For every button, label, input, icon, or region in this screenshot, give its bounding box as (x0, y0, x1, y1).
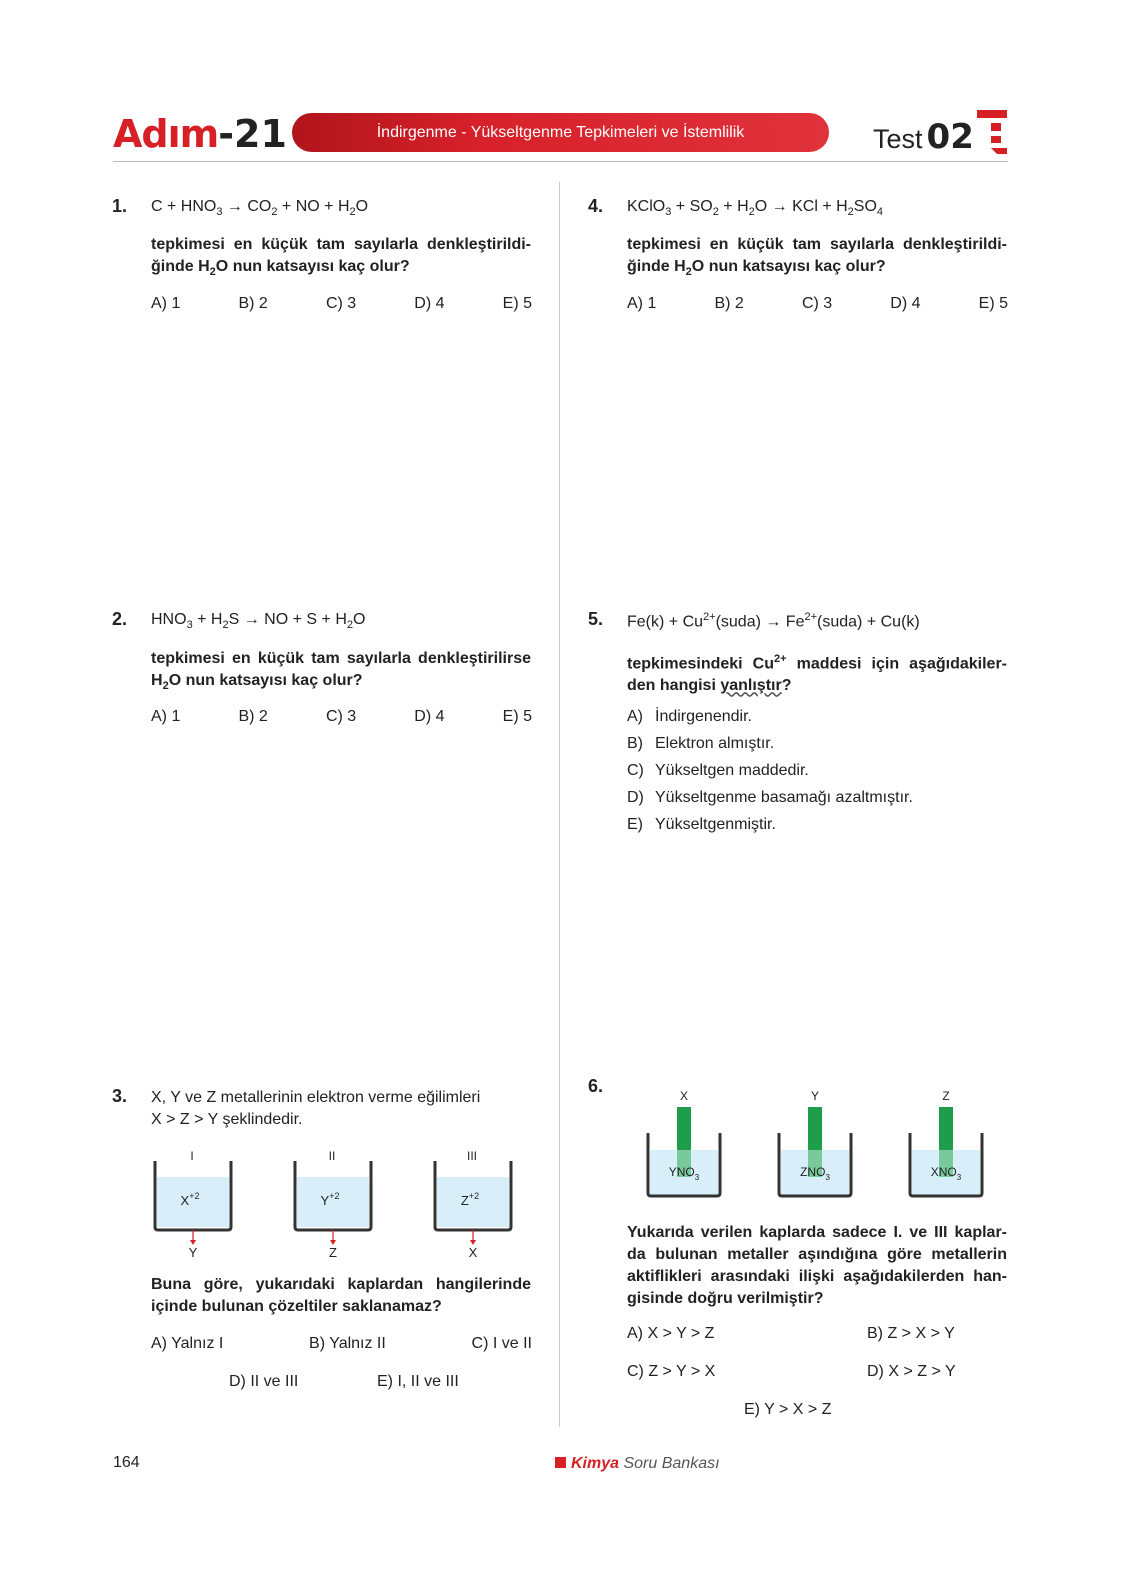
book-subject: Kimya (571, 1455, 620, 1472)
solution-fill (157, 1177, 229, 1227)
beaker (910, 1089, 982, 1196)
header-divider (113, 161, 1008, 162)
solution-fill (437, 1177, 509, 1227)
t-logo-icon (977, 110, 1011, 156)
metal-label: Y (810, 1089, 820, 1103)
solution-label: $YNO_3$ (668, 1165, 700, 1182)
intro-line-2: X > Z > Y şeklindedir. (151, 1111, 303, 1128)
metal-rods-diagram (640, 1085, 1000, 1203)
option-e[interactable]: E) 5 (978, 295, 1008, 312)
option-c[interactable]: C) I ve II (471, 1335, 532, 1352)
brand-logo (113, 112, 287, 156)
question-stem: tepkimesi en küçük tam sayılarla denkleştirildi-ğinde $H_2O$ nun katsayısı kaç olur? (151, 236, 531, 279)
question-stem: Yukarıda verilen kaplarda sadece I. ve III kaplar-da bulunan metaller aşındığına göre metallerin aktiflikleri arasındaki ilişki aşağıdakilerden han-gisinde doğru verilmiştir? (627, 1224, 1007, 1307)
option-a[interactable]: A) 1 (151, 295, 181, 312)
logo-word: Adım (113, 112, 219, 156)
beaker-roman-label: I (190, 1149, 194, 1163)
option-b[interactable]: B) Z > X > Y (867, 1325, 955, 1342)
answer-options-row-1 (151, 1335, 532, 1353)
option-d[interactable]: D) 4 (414, 708, 445, 725)
reaction-equation: $HNO_3 + H_2S$ → NO + $S + H_2O$ (151, 611, 366, 632)
option-e[interactable]: E) I, II ve III (377, 1373, 459, 1390)
option-a[interactable]: A) İndirgenendir. (627, 708, 752, 725)
option-e[interactable]: E) Y > X > Z (744, 1401, 832, 1418)
beaker (435, 1149, 511, 1260)
metal-label: Z (329, 1245, 337, 1260)
intro-line-1: X, Y ve Z metallerinin elektron verme eğilimleri (151, 1089, 481, 1106)
option-a[interactable]: A) X > Y > Z (627, 1325, 715, 1342)
beakers-diagram (150, 1145, 520, 1265)
beaker (779, 1089, 851, 1196)
question-number: 1. (112, 196, 128, 216)
answer-options (627, 295, 1008, 313)
question-stem: Buna göre, yukarıdaki kaplardan hangilerinde içinde bulunan çözeltiler saklanamaz? (151, 1276, 531, 1315)
beaker (155, 1149, 231, 1260)
reaction-equation: $C + HNO_3 \to CO_2$ + NO + $H_2O$ (151, 198, 369, 219)
page-number: 164 (113, 1454, 140, 1471)
option-b[interactable]: B) 2 (714, 295, 744, 312)
question-stem: tepkimesindeki $Cu^{2+}$ maddesi için aşağıdakiler-den hangisi yanlıştır? (627, 653, 1007, 695)
column-divider (559, 182, 560, 1427)
option-e[interactable]: E) 5 (502, 708, 532, 725)
answer-options (627, 708, 913, 843)
option-a[interactable]: A) Yalnız I (151, 1335, 224, 1352)
option-c[interactable]: C) 3 (325, 708, 357, 725)
test-label (873, 117, 974, 157)
ion-label: $Y^{+2}$ (320, 1191, 340, 1208)
option-b[interactable]: B) Yalnız II (309, 1335, 386, 1352)
beaker-roman-label: II (328, 1149, 336, 1163)
logo-number: -21 (218, 112, 287, 156)
option-b[interactable]: B) Elektron almıştır. (627, 735, 775, 752)
question-number: 4. (588, 196, 604, 216)
book-title (555, 1455, 720, 1473)
beaker-roman-label: III (466, 1149, 478, 1163)
beaker (295, 1149, 371, 1260)
metal-label: X (468, 1245, 478, 1260)
solution-label: $ZNO_3$ (800, 1165, 830, 1182)
option-c[interactable]: C) Yükseltgen maddedir. (627, 762, 809, 779)
option-d[interactable]: D) X > Z > Y (867, 1363, 956, 1380)
beaker (648, 1089, 720, 1196)
question-number: 3. (112, 1086, 128, 1106)
solution-fill (297, 1177, 369, 1227)
answer-options (151, 708, 532, 726)
option-b[interactable]: B) 2 (238, 295, 268, 312)
option-e[interactable]: E) Yükseltgenmiştir. (627, 816, 776, 833)
test-number: 02 (926, 117, 974, 157)
option-c[interactable]: C) 3 (325, 295, 357, 312)
metal-label: X (679, 1089, 689, 1103)
option-d[interactable]: D) Yükseltgenme basamağı azaltmıştır. (627, 789, 913, 806)
test-word: Test (873, 124, 923, 154)
chapter-banner: İndirgenme - Yükseltgenme Tepkimeleri ve İstemlilik (292, 113, 829, 152)
question-number: 6. (588, 1076, 604, 1096)
negative-keyword: yanlıştır (720, 677, 782, 695)
question-number: 2. (112, 609, 128, 629)
option-c[interactable]: C) 3 (801, 295, 833, 312)
ion-label: $X^{+2}$ (180, 1191, 200, 1208)
option-a[interactable]: A) 1 (627, 295, 657, 312)
option-d[interactable]: D) II ve III (229, 1373, 299, 1390)
option-d[interactable]: D) 4 (414, 295, 445, 312)
answer-options (151, 295, 532, 313)
option-a[interactable]: A) 1 (151, 708, 181, 725)
question-stem: tepkimesi en küçük tam sayılarla denkleştirildi-ğinde $H_2O$ nun katsayısı kaç olur? (627, 236, 1007, 279)
question-number: 5. (588, 609, 604, 629)
question-stem: tepkimesi en küçük tam sayılarla denkleştirilirse $H_2O$ nun katsayısı kaç olur? (151, 650, 531, 693)
ion-label: $Z^{+2}$ (460, 1191, 480, 1208)
red-square-icon (555, 1457, 566, 1468)
metal-label: Y (188, 1245, 198, 1260)
option-b[interactable]: B) 2 (238, 708, 268, 725)
metal-label: Z (942, 1089, 950, 1103)
solution-label: $XNO_3$ (930, 1165, 962, 1182)
option-e[interactable]: E) 5 (502, 295, 532, 312)
book-series: Soru Bankası (623, 1455, 720, 1472)
option-c[interactable]: C) Z > Y > X (627, 1363, 716, 1380)
question-intro (151, 1087, 480, 1131)
reaction-equation: KClO$_3$ + $SO_2 + H_2O$ → KCl + $H_2SO_4$ (627, 198, 884, 219)
reaction-equation: $Fe(k) + Cu^{2+}(suda)$ → $Fe^{2+}(suda) + Cu(k)$ (627, 611, 920, 631)
option-d[interactable]: D) 4 (890, 295, 921, 312)
